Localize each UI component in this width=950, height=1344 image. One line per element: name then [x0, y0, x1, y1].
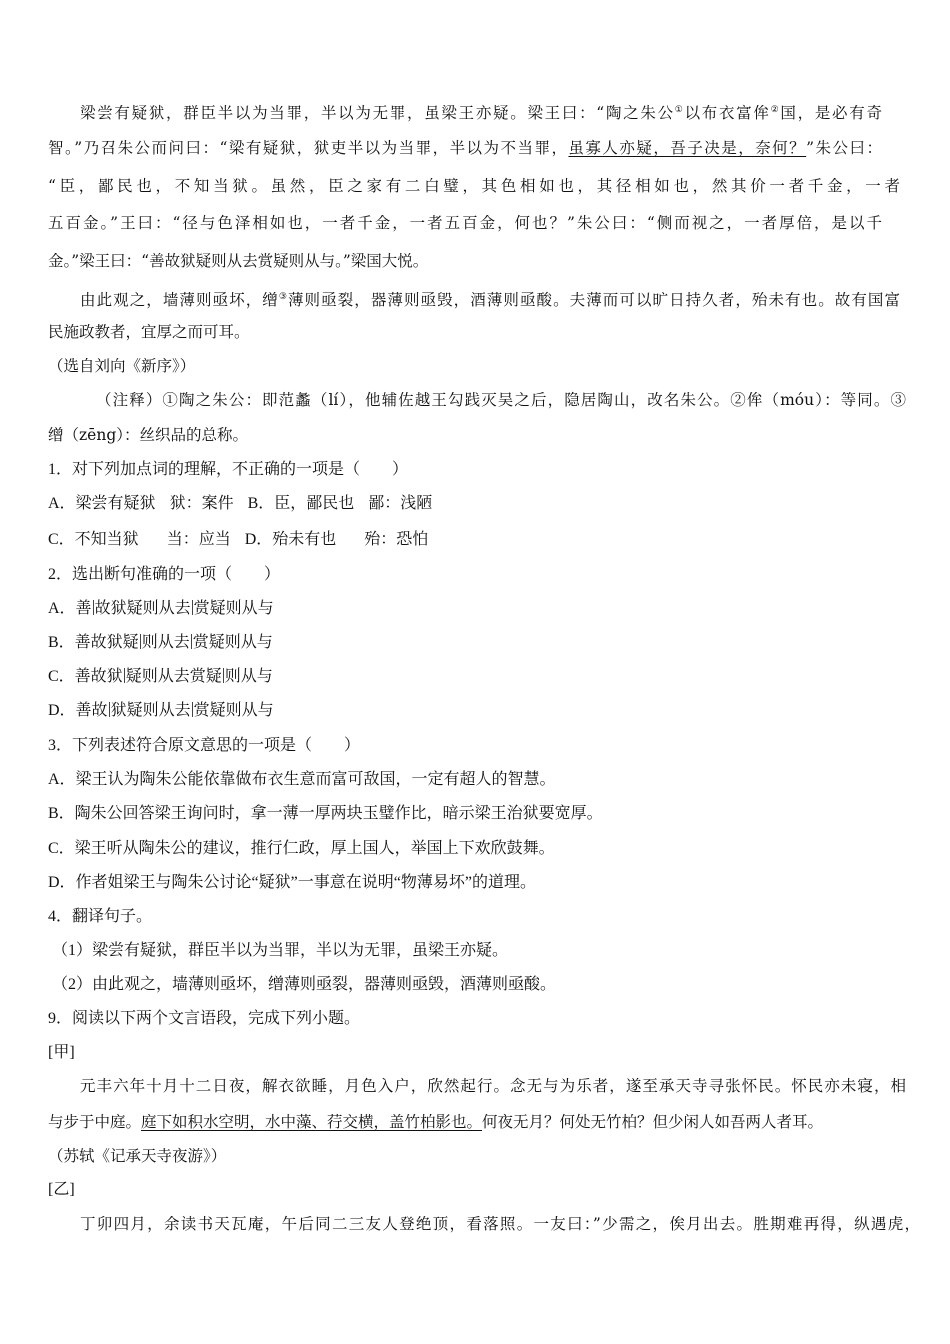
option-d[interactable]: D．殆未有也	[244, 531, 337, 548]
question-1-options-row: C．不知当狱 当：应当 D．殆未有也 殆：恐怕	[48, 531, 429, 548]
annotation-line: （注释）①陶之朱公：即范蠡（lí），他辅佐越王勾践灭吴之后，隐居陶山，改名朱公。②侔（móu）：等同。③	[96, 391, 906, 409]
passage-line: 金。”梁王曰：“善故狱疑则从去赏疑则从与。”梁国大悦。	[48, 252, 429, 270]
option-c[interactable]: C．梁王听从陶朱公的建议，推行仁政，厚上国人，举国上下欢欣鼓舞。	[48, 840, 555, 857]
annotation-line: 缯（zēng）：丝织品的总称。	[48, 426, 248, 444]
passage-line: 由此观之，墙薄则亟坏，缯③薄则亟裂，器薄则亟毁，酒薄则亟酸。夫薄而可以旷日持久者，殆未有也。故有国富	[80, 291, 900, 309]
section-label-yi: [乙]	[48, 1181, 75, 1198]
passage-line: 梁尝有疑狱，群臣半以为当罪，半以为无罪，虽梁王亦疑。梁王曰：“陶之朱公①以布衣富侔②国，是必有奇	[80, 104, 882, 122]
passage-line: 元丰六年十月十二日夜，解衣欲睡，月色入户，欣然起行。念无与为乐者，遂至承天寺寻张怀民。怀民亦未寝，相	[80, 1077, 906, 1095]
option-a[interactable]: A．梁王认为陶朱公能依靠做布衣生意而富可敌国，一定有超人的智慧。	[48, 771, 556, 788]
section-label-jia: [甲]	[48, 1044, 75, 1061]
underlined-sentence: 庭下如积水空明，水中藻、荇交横，盖竹柏影也。	[141, 1113, 483, 1131]
question-2-stem: 2．选出断句准确的一项（ ）	[48, 566, 281, 583]
passage-line: 丁卯四月，余读书天瓦庵，午后同二三友人登绝顶，看落照。一友曰：”少需之，俟月出去。胜期难再得，纵遇虎，	[80, 1215, 920, 1233]
passage-source: （苏轼《记承天寺夜游》）	[48, 1147, 227, 1165]
option-c[interactable]: C．善故狱 疑则从去赏疑 则从与	[48, 668, 273, 685]
option-d[interactable]: D．善故 狱疑则从去 赏疑则从与	[48, 702, 274, 719]
question-9-stem: 9．阅读以下两个文言语段，完成下列小题。	[48, 1010, 361, 1027]
option-d[interactable]: D．作者姐梁王与陶朱公讨论“疑狱”一事意在说明“物薄易坏”的道理。	[48, 874, 536, 891]
option-a[interactable]: A．梁尝有疑狱	[48, 495, 156, 512]
option-b[interactable]: B．善故狱疑 则从去 赏疑则从与	[48, 634, 273, 651]
question-1-stem: 1．对下列加点词的理解，不正确的一项是（ ）	[48, 461, 409, 478]
passage-line: 五百金。”王曰：“径与色泽相如也，一者千金，一者五百金，何也？”朱公曰：“侧而视之，一者厚倍，是以千	[48, 214, 882, 232]
translation-sentence: （1）梁尝有疑狱，群臣半以为当罪，半以为无罪，虽梁王亦疑。	[52, 942, 509, 959]
option-a[interactable]: A．善 故狱疑则从去 赏疑则从与	[48, 600, 274, 617]
passage-line: “臣，鄙民也，不知当狱。虽然，臣之家有二白璧，其色相如也，其径相如也，然其价一者千金，一者	[48, 177, 900, 195]
question-4-stem: 4．翻译句子。	[48, 908, 153, 925]
passage-source: （选自刘向《新序》）	[48, 357, 196, 375]
passage-line: 与步于中庭。庭下如积水空明，水中藻、荇交横，盖竹柏影也。何夜无月？何处无竹柏？但少闲人如吾两人者耳。	[48, 1113, 824, 1131]
passage-line: 民施政教者，宜厚之而可耳。	[48, 323, 250, 341]
underlined-sentence: 虽寡人亦疑，吾子决是，奈何？	[568, 139, 807, 157]
option-b[interactable]: B．陶朱公回答梁王询问时，拿一薄一厚两块玉璧作比，暗示梁王治狱要宽厚。	[48, 805, 603, 822]
option-b[interactable]: B．臣，鄙民也	[247, 495, 355, 512]
passage-line: 智。”乃召朱公而问曰：“梁有疑狱，狱吏半以为当罪，半以为不当罪，虽寡人亦疑，吾子决是，奈何？”朱公曰：	[48, 139, 882, 157]
translation-sentence: （2）由此观之，墙薄则亟坏，缯薄则亟裂，器薄则亟毁，酒薄则亟酸。	[52, 976, 557, 993]
question-3-stem: 3．下列表述符合原文意思的一项是（ ）	[48, 737, 361, 754]
option-c[interactable]: C．不知当狱	[48, 531, 139, 548]
question-1-options-row: A．梁尝有疑狱 狱：案件 B．臣，鄙民也 鄙：浅陋	[48, 495, 433, 512]
